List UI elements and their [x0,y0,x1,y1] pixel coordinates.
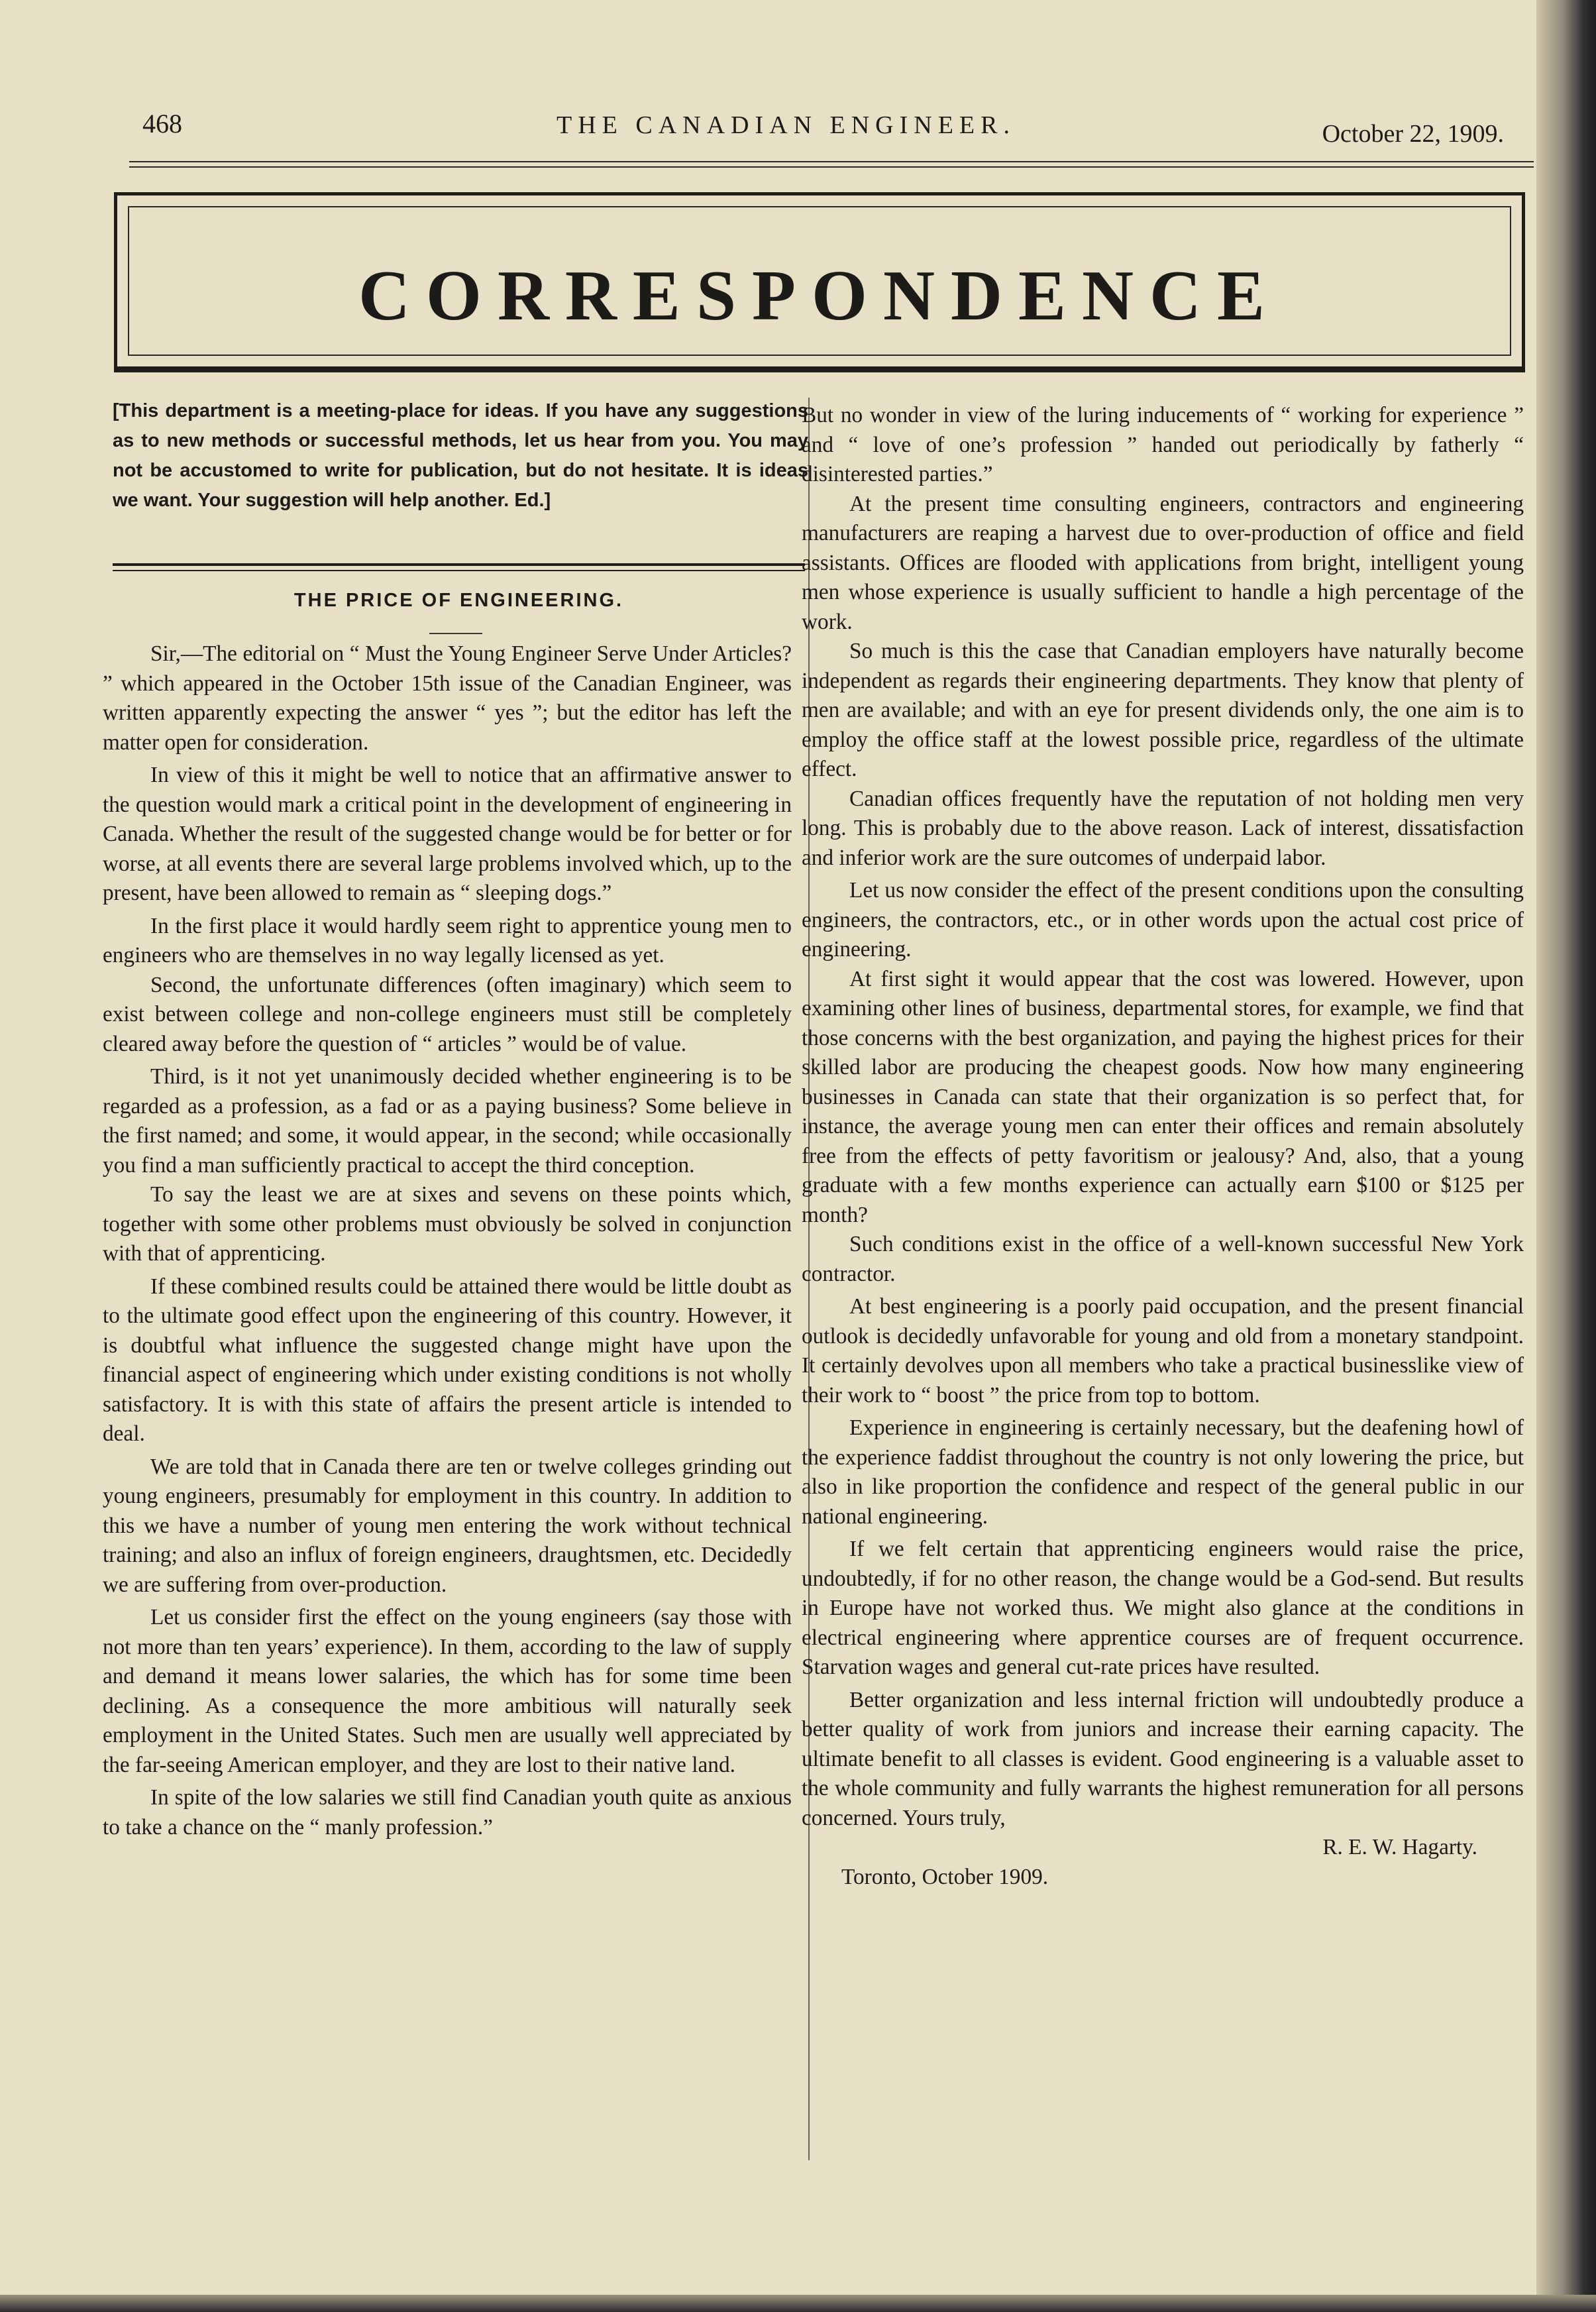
editor-note: [This department is a meeting-place for ideas. If you have any suggestions as to new methods or successful methods, let us hear from you. You may not be accustomed to write for publication, but do not hesitate. It is ideas we want. Your suggestion will help another. Ed.] [113,400,808,511]
article-left-column [103,639,792,1842]
paragraph: At first sight it would appear that the cost was lowered. However, upon examining other lines of business, departmental stores, for example, we find that those concerns with the best organization, and paying the highest prices for their skilled labor are producing the cheapest goods. Now how many engineering businesses in Canada can state that their organization is so perfect that, for instance, the average young men can enter their offices and remain absolutely free from the effects of petty favoritism or jealousy? And, also, that a young graduate with a few months experience can actually earn $100 or $125 per month? [802,966,1524,1227]
article-right-column [802,401,1524,1892]
paragraph: In spite of the low salaries we still find Canadian youth quite as anxious to take a chance on the “ manly profession.” [103,1785,792,1840]
note-rule-bottom [113,570,805,571]
paragraph: To say the least we are at sixes and sevens on these points which, together with some other problems must obviously be solved in conjunction with that of apprenticing. [103,1182,792,1266]
paragraph: Let us now consider the effect of the present conditions upon the consulting engineers, the contractors, etc., or in other words upon the actual cost price of engineering. [802,878,1524,962]
note-rule-top [113,563,805,566]
banner-inner-frame [128,206,1511,356]
paragraph: Such conditions exist in the office of a well-known successful New York contractor. [802,1232,1524,1286]
paragraph: Third, is it not yet unanimously decided whether engineering is to be regarded as a profession, as a fad or as a paying business? Some believe in the first named; and some, it would appear, in the second; while occasionally you find a man sufficiently practical to accept the third conception. [103,1064,792,1178]
article-title-rule [429,633,482,634]
paragraph: Let us consider first the effect on the young engineers (say those with not more than ten years’ experience). In them, according to the law of supply and demand it means lower salaries, the which has for some time been declining. As a consequence the more ambitious will naturally seek employment in the United States. Such men are usually well appreciated by the far-seeing American employer, and they are lost to their native land. [103,1605,792,1777]
author-signature: R. E. W. Hagarty. [1322,1835,1477,1859]
paragraph: At best engineering is a poorly paid occupation, and the present financial outlook is decidedly unfavorable for young and old from a monetary standpoint. It certainly devolves upon all members who take a practical businesslike view of their work to “ boost ” the price from top to bottom. [802,1294,1524,1407]
page-number: 468 [142,109,182,138]
paragraph: Second, the unfortunate differences (often imaginary) which seem to exist between college and non-college engineers must still be completely cleared away before the question of “ articles ” would be of value. [103,972,792,1056]
article-title: THE PRICE OF ENGINEERING. [293,590,624,611]
journal-title: THE CANADIAN ENGINEER. [557,111,1016,139]
page-bottom-edge [0,2295,1596,2312]
header-rule [129,161,1534,162]
header-rule-secondary [129,166,1534,168]
paragraph: Canadian offices frequently have the reputation of not holding men very long. This is probably due to the above reason. Lack of interest, dissatisfaction and inferior work are the sure outcomes of underpaid labor. [802,786,1524,870]
page-header [142,103,1507,149]
issue-date: October 22, 1909. [1322,120,1504,148]
paragraph: Better organization and less internal friction will undoubtedly produce a better quality of work from juniors and increase their earning capacity. The ultimate benefit to all classes is evident. Good engineering is a valuable asset to the whole community and fully warrants the highest remuneration for all persons concerned. Yours truly, [802,1687,1524,1830]
paragraph: Sir,—The editorial on “ Must the Young Engineer Serve Under Articles? ” which appeared in the October 15th issue of the Canadian Engineer, was written apparently expecting the answer “ yes ”; but the editor has left the matter open for consideration. [103,641,792,755]
paragraph: At the present time consulting engineers, contractors and engineering manufacturers are reaping a harvest due to over-production of office and field assistants. Offices are flooded with applications from bright, intelligent young men whose experience is usually sufficient to handle a high percentage of the work. [802,491,1524,634]
paragraph: Experience in engineering is certainly necessary, but the deafening howl of the experience faddist throughout the country is not only lowering the price, but also in like proportion the confidence and respect of the general public in our national engineering. [802,1415,1524,1529]
paragraph: So much is this the case that Canadian employers have naturally become independent as regards their engineering departments. They know that plenty of men are available; and with an eye for present dividends only, the one aim is to employ the office staff at the lowest possible price, regardless of the ultimate effect. [802,639,1524,781]
dateline: Toronto, October 1909. [841,1864,1049,1889]
paragraph: If these combined results could be attained there would be little doubt as to the ultimate good effect upon the engineering of this country. However, it is doubtful what influence the suggested change might have upon the financial aspect of engineering which under existing conditions is not wholly satisfactory. It is with this state of affairs the present article is intended to deal. [103,1274,792,1446]
paragraph: In view of this it might be well to notice that an affirmative answer to the question would mark a critical point in the development of engineering in Canada. Whether the result of the suggested change would be for better or for worse, at all events there are several large problems involved which, up to the present, have been allowed to remain as “ sleeping dogs.” [103,763,792,905]
paragraph: But no wonder in view of the luring inducements of “ working for experience ” and “ love of one’s profession ” handed out periodically by fatherly “ disinterested parties.” [802,403,1524,486]
paragraph: In the first place it would hardly seem right to apprentice young men to engineers who are themselves in no way legally licensed as yet. [103,913,792,967]
section-banner [114,192,1525,372]
section-title: CORRESPONDENCE [358,256,1281,335]
page-binding-edge [1536,0,1596,2312]
paragraph: If we felt certain that apprenticing engineers would raise the price, undoubtedly, if for no other reason, the change would be a God-send. But results in Europe have not worked thus. We might also glance at the conditions in electrical engineering where apprentice courses are of frequent occurrence. Starvation wages and general cut-rate prices have resulted. [802,1537,1524,1679]
paragraph: We are told that in Canada there are ten or twelve colleges grinding out young engineers, presumably for employment in this country. In addition to this we have a number of young men entering the work without technical training; and also an influx of foreign engineers, draughtsmen, etc. Decidedly we are suffering from over-production. [103,1454,792,1597]
